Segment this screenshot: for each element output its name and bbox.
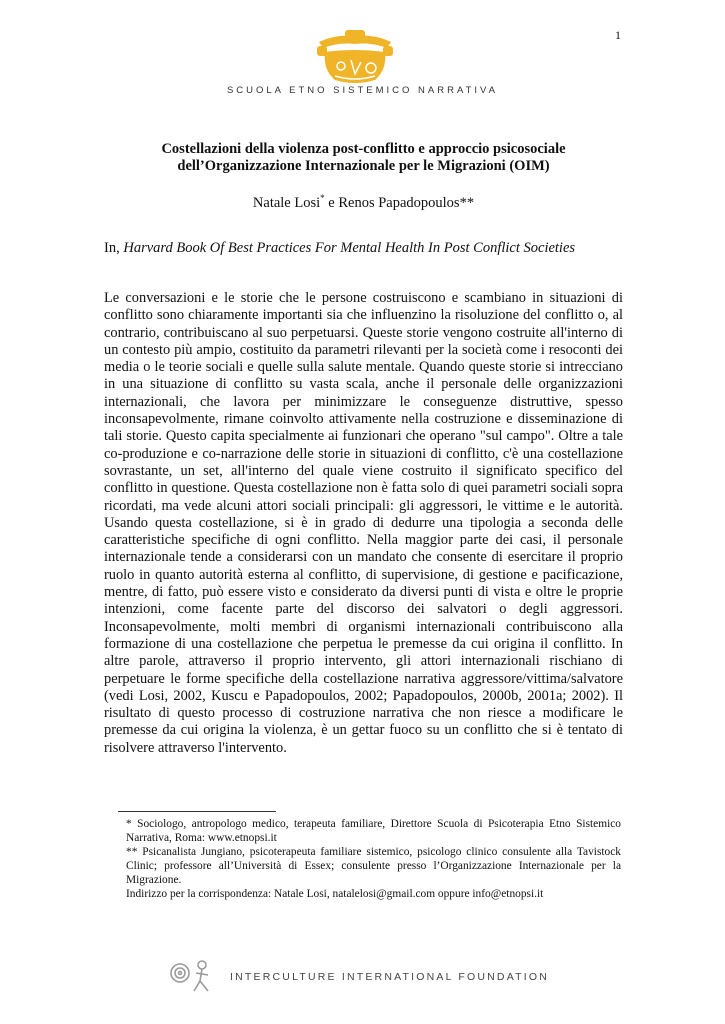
page-number: 1 [615, 28, 621, 42]
footnote-2: ** Psicanalista Jungiano, psicoterapeuta familiare sistemico, psicologo clinico consulente alla Tavistock Clinic; professore all’Università di Essex; consulente presso l’Organizzazione Internazionale per la Migrazione. [126, 846, 621, 886]
school-name: SCUOLA ETNO SISTEMICO NARRATIVA [226, 85, 499, 96]
footnote-1: * Sociologo, antropologo medico, terapeuta familiare, Direttore Scuola di Psicoterapia Etno Sistemico Narrativa, Roma: www.etnopsi.it [126, 818, 621, 844]
ethno-figure-logo-icon [315, 30, 395, 86]
foundation-name: INTERCULTURE INTERNATIONAL FOUNDATION [230, 971, 550, 983]
author-1-footnote-mark: * [320, 193, 325, 204]
author-2: Renos Papadopoulos** [338, 195, 475, 211]
citation [104, 240, 623, 257]
footnote-divider [118, 811, 276, 812]
footnotes [126, 817, 621, 901]
authors [104, 195, 623, 212]
body-paragraph: Le conversazioni e le storie che le persone costruiscono e scambiano in situazioni di conflitto sono chiaramente importanti sia che influenzino la risoluzione del conflitto o, al contrario, contribuiscano al suo perpetuarsi. Queste storie vengono costruite all'interno di un contesto più ampio, costituito da parametri rilevanti per la società come i resoconti dei media o le teorie sociali e quelle sulla salute mentale. Quando queste storie si intrecciano in una situazione di conflitto su vasta scala, anche il personale delle organizzazioni internazionali, che lavora per minimizzare le conseguenze distruttive, spesso inconsapevolmente, rimane coinvolto attivamente nella costruzione e disseminazione di tali storie. Questo capita specialmente ai funzionari che operano "sul campo". Oltre a tale co-produzione e co-narrazione delle storie in situazioni di conflitto, c'è una costellazione sovrastante, un set, all'interno del quale viene costruito il significato specifico del conflitto in questione. Questa costellazione non è fatta solo di quei parametri sociali sopra ricordati, ma vede alcuni attori sociali principali: gli aggressori, le vittime e le autorità. Usando questa costellazione, si è in grado di dedurre una tipologia a seconda delle caratteristiche specifiche di ogni conflitto. Nella maggior parte dei casi, il personale internazionale tende a considerarsi con un mandato che consente di esercitare il proprio ruolo in quanto autorità esterna al conflitto, di supervisione, di gestione e pacificazione, mentre, di fatto, può essere visto e considerato da diversi punti di vista e oltre le proprie intenzioni, come facente parte del discorso dei salvatori o degli aggressori. Inconsapevolmente, molti membri di organismi internazionali contribuiscono alla formazione di una costellazione che perpetua le premesse da cui origina il conflitto. In altre parole, attraverso il proprio intervento, gli attori internazionali rischiano di perpetuare le forme specifiche della costellazione narrativa aggressore/vittima/salvatore (vedi Losi, 2002, Kuscu e Papadopoulos, 2002; Papadopoulos, 2000b, 2001a; 2002). Il risultato di questo processo di costruzione narrativa che non riesce a modificare le premesse da cui origina la violenza, è un gettar fuoco su un conflitto che si è tentato di risolvere attraverso l'intervento. [104, 290, 623, 756]
author-1: Natale Losi [252, 195, 321, 211]
author-conjunction: e [324, 195, 339, 211]
title-line-1: Costellazioni della violenza post-conflitto e approccio psicosociale [161, 141, 566, 157]
document-title [104, 141, 623, 175]
citation-book-title: Harvard Book Of Best Practices For Mental Health In Post Conflict Societies [123, 240, 576, 256]
citation-prefix: In, [104, 240, 124, 256]
title-line-2: dell’Organizzazione Internazionale per le Migrazioni (OIM) [177, 158, 550, 174]
footer [168, 957, 568, 997]
spiral-figure-logo-icon [168, 957, 224, 997]
contact-line: Indirizzo per la corrispondenza: Natale Losi, natalelosi@gmail.com oppure info@etnopsi.it [126, 888, 544, 900]
